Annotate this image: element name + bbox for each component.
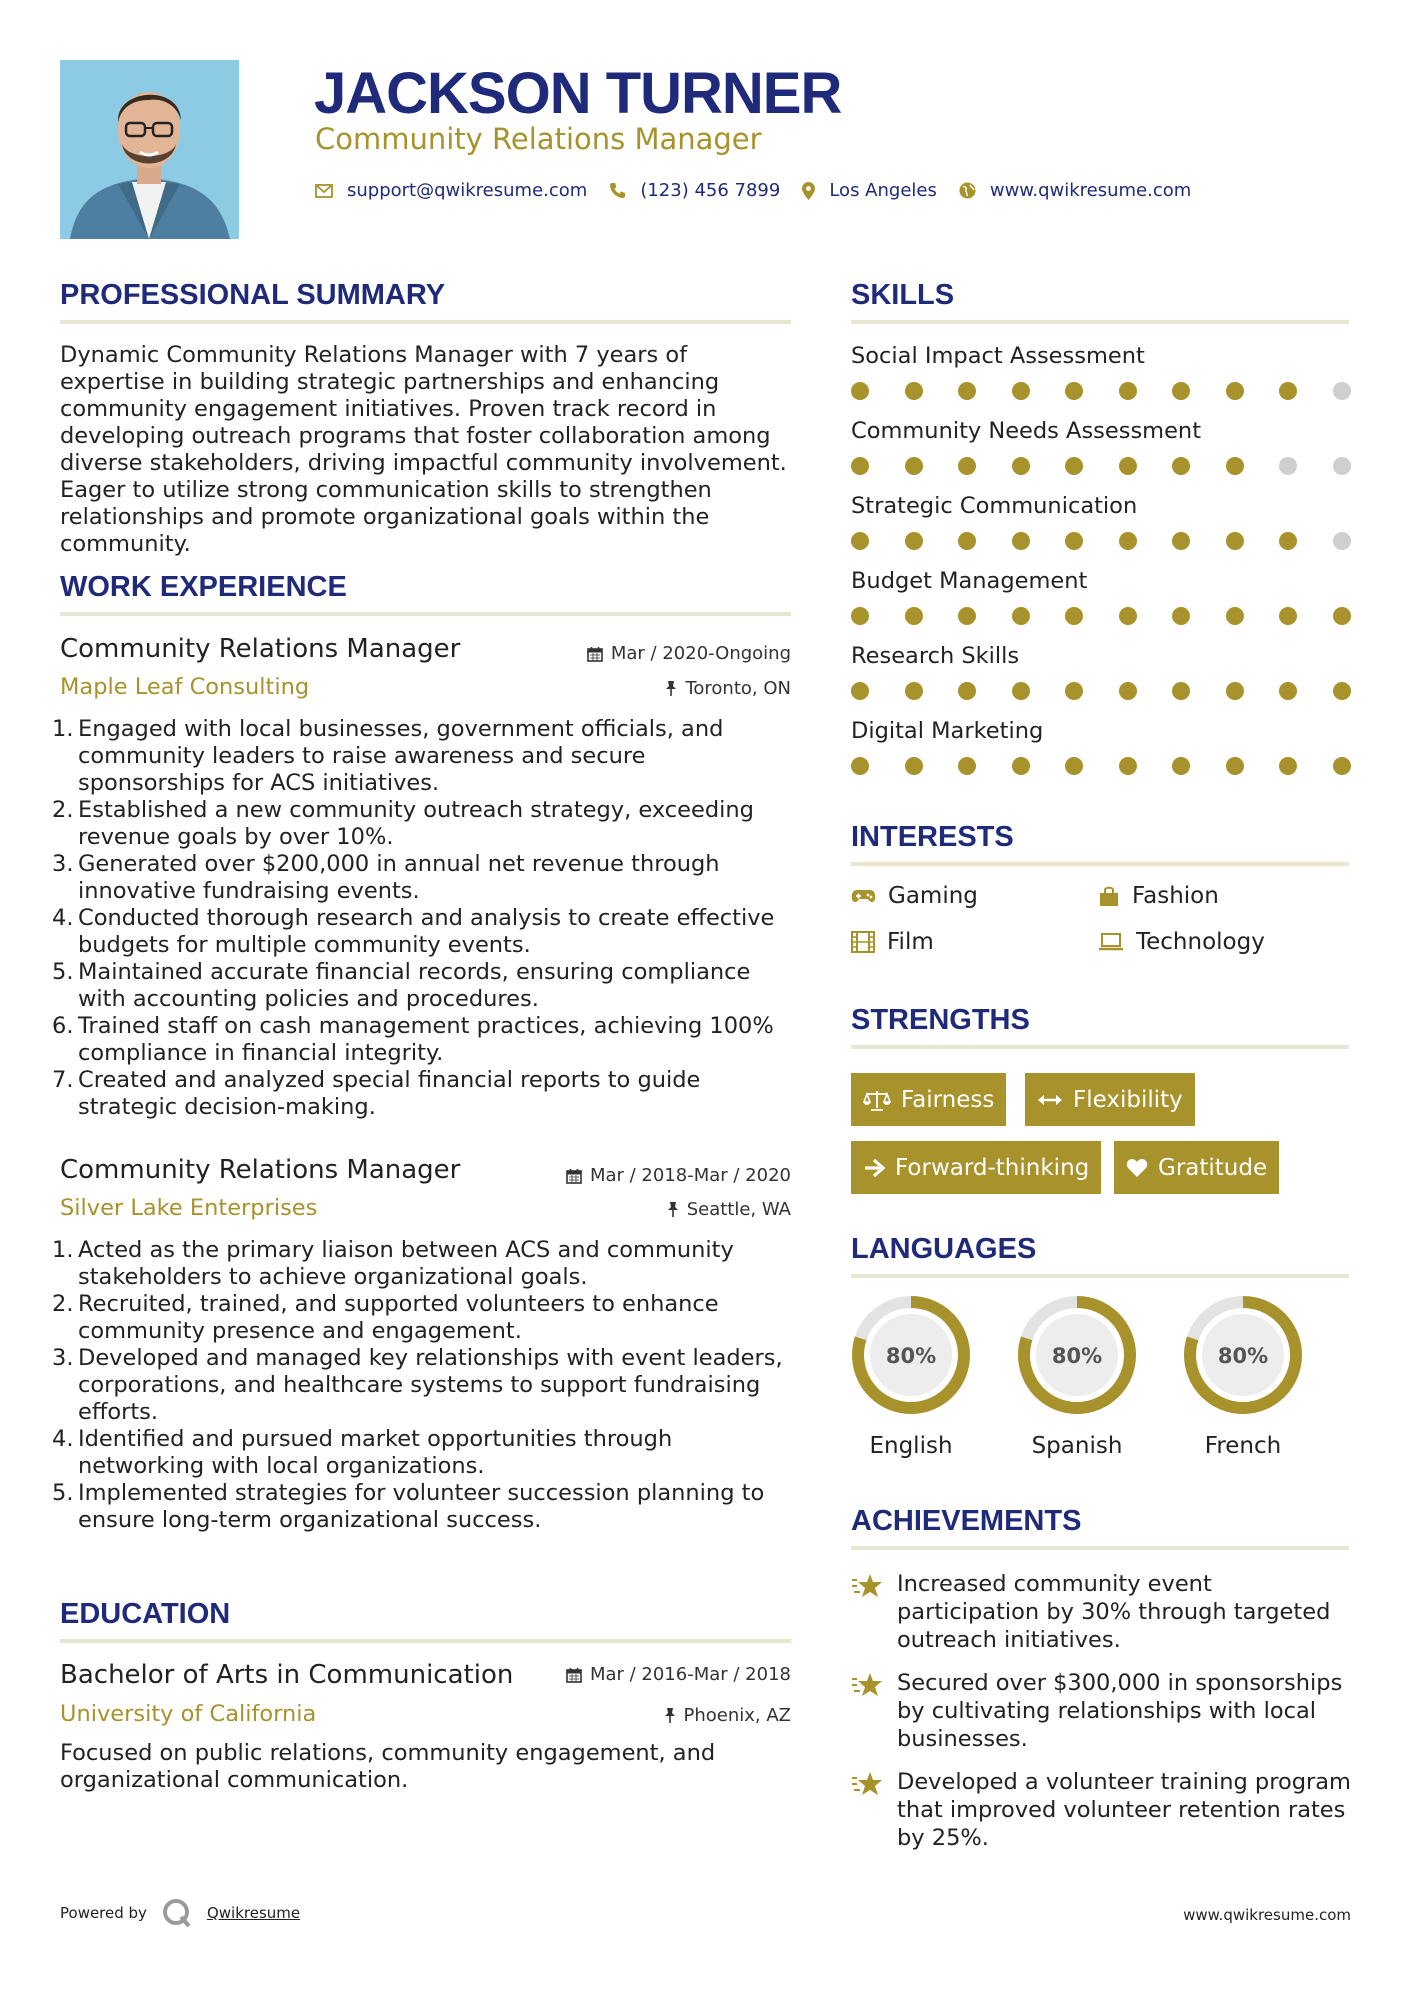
skill-rating [851, 607, 1351, 627]
qwikresume-logo-icon [161, 1897, 193, 1929]
rating-dot-filled [1226, 382, 1244, 400]
footer-url[interactable]: www.qwikresume.com [1183, 1906, 1351, 1924]
rating-dot-empty [1333, 382, 1351, 400]
shooting-star-icon [851, 1770, 883, 1798]
interest-gaming [851, 883, 978, 909]
languages-heading: LANGUAGES [851, 1233, 1037, 1265]
job-2-dates-text: Mar / 2018-Mar / 2020 [589, 1165, 791, 1186]
rating-dot-filled [1226, 607, 1244, 625]
summary-divider [60, 320, 791, 324]
list-item: 7. Created and analyzed special financial reports to guide strategic decision-making. [52, 1067, 701, 1120]
rating-dot-filled [1012, 532, 1030, 550]
candidate-title: Community Relations Manager [315, 122, 762, 156]
phone-icon [609, 182, 626, 199]
website-text: www.qwikresume.com [989, 180, 1192, 201]
contact-location [802, 180, 937, 201]
rating-dot-filled [1172, 457, 1190, 475]
rating-dot-empty [1333, 532, 1351, 550]
interest-fashion [1098, 883, 1219, 909]
rating-dot-filled [1012, 682, 1030, 700]
interest-film [851, 929, 934, 955]
language-item [1181, 1293, 1305, 1459]
rating-dot-filled [1065, 607, 1083, 625]
education-school: University of California [60, 1701, 317, 1727]
map-pin-icon [802, 182, 815, 200]
list-item: 1. Engaged with local businesses, government officials, and community leaders to raise awareness and secure sponsorships for ACS initiatives. [52, 716, 724, 796]
interest-technology [1098, 929, 1265, 955]
experience-divider [60, 612, 791, 616]
contact-bar [315, 180, 1213, 201]
strengths-divider [851, 1045, 1349, 1049]
interests-divider [851, 862, 1349, 866]
list-item: 5. Maintained accurate financial records, ensuring compliance with accounting policies and procedures. [52, 959, 751, 1012]
rating-dot-filled [1119, 757, 1137, 775]
film-icon [851, 931, 875, 953]
achievement-item [851, 1570, 1361, 1654]
interest-label: Technology [1136, 929, 1265, 955]
strength-label: Forward-thinking [895, 1154, 1090, 1181]
list-item: 2. Established a new community outreach strategy, exceeding revenue goals by over 10%. [52, 797, 754, 850]
strength-label: Flexibility [1073, 1086, 1183, 1113]
interest-label: Gaming [888, 883, 978, 909]
strength-tag [851, 1141, 1101, 1194]
globe-icon [959, 182, 976, 199]
list-item: 6. Trained staff on cash management practices, achieving 100% compliance in financial integrity. [52, 1013, 774, 1066]
summary-text: Dynamic Community Relations Manager with 7 years of expertise in building strategic partnerships and enhancing community engagement initiatives. Proven track record in developing outreach programs that foster collaboration among diverse stakeholders, driving impactful community involvement. Eager to utilize strong communication skills to strengthen relationships and promote organizational goals within the community. [60, 342, 787, 557]
job-1-dates-text: Mar / 2020-Ongoing [610, 643, 791, 664]
education-degree: Bachelor of Arts in Communication [60, 1660, 514, 1690]
skill-name: Social Impact Assessment [851, 343, 1145, 369]
language-progress-ring [1015, 1293, 1139, 1417]
calendar-icon [566, 1667, 582, 1683]
achievement-item [851, 1669, 1361, 1753]
phone-text: (123) 456 7899 [640, 180, 781, 201]
rating-dot-filled [1333, 682, 1351, 700]
language-item [849, 1293, 973, 1459]
calendar-icon [587, 646, 603, 662]
rating-dot-filled [1172, 757, 1190, 775]
job-1-company: Maple Leaf Consulting [60, 674, 310, 700]
job-1-dates [587, 643, 791, 664]
email-text: support@qwikresume.com [347, 180, 588, 201]
rating-dot-filled [958, 532, 976, 550]
rating-dot-filled [1279, 532, 1297, 550]
strength-label: Fairness [901, 1086, 995, 1113]
job-2-dates [566, 1165, 791, 1186]
skill-name: Digital Marketing [851, 718, 1044, 744]
achievements-heading: ACHIEVEMENTS [851, 1505, 1082, 1537]
list-item: 1. Acted as the primary liaison between ACS and community stakeholders to achieve organizational goals. [52, 1237, 734, 1290]
balance-scale-icon [863, 1089, 891, 1111]
candidate-name: JACKSON TURNER [314, 61, 842, 126]
rating-dot-filled [958, 682, 976, 700]
rating-dot-filled [1172, 682, 1190, 700]
achievement-text: Increased community event participation by 30% through targeted outreach initiatives. [897, 1571, 1331, 1653]
rating-dot-filled [1012, 757, 1030, 775]
pushpin-icon [665, 680, 677, 697]
skill-rating [851, 532, 1351, 552]
location-text: Los Angeles [829, 180, 937, 201]
strength-tag [1114, 1141, 1279, 1194]
rating-dot-filled [1065, 682, 1083, 700]
rating-dot-filled [958, 757, 976, 775]
language-name: French [1204, 1433, 1282, 1459]
achievement-text: Secured over $300,000 in sponsorships by cultivating relationships with local businesses. [897, 1670, 1343, 1752]
footer-powered-by [60, 1897, 300, 1929]
rating-dot-filled [1226, 757, 1244, 775]
job-2-location-text: Seattle, WA [686, 1199, 791, 1220]
pushpin-icon [667, 1201, 679, 1218]
skill-rating [851, 757, 1351, 777]
qwikresume-link[interactable]: Qwikresume [206, 1904, 301, 1922]
person-photo-icon [60, 60, 239, 239]
language-item [1015, 1293, 1139, 1459]
shooting-star-icon [851, 1671, 883, 1699]
rating-dot-filled [851, 757, 869, 775]
strength-tag [1025, 1073, 1195, 1126]
rating-dot-filled [905, 382, 923, 400]
skill-name: Budget Management [851, 568, 1088, 594]
rating-dot-filled [1012, 607, 1030, 625]
summary-heading: PROFESSIONAL SUMMARY [60, 279, 446, 311]
rating-dot-filled [958, 607, 976, 625]
rating-dot-filled [1012, 457, 1030, 475]
contact-phone[interactable] [609, 180, 780, 201]
rating-dot-empty [1279, 457, 1297, 475]
rating-dot-filled [1333, 757, 1351, 775]
education-dates [566, 1664, 791, 1685]
rating-dot-filled [1226, 532, 1244, 550]
rating-dot-filled [851, 682, 869, 700]
skill-rating [851, 457, 1351, 477]
skill-rating [851, 382, 1351, 402]
laptop-icon [1098, 932, 1124, 952]
rating-dot-filled [851, 532, 869, 550]
list-item: 3. Developed and managed key relationships with event leaders, corporations, and healthcare systems to support fundraising efforts. [52, 1345, 783, 1425]
rating-dot-empty [1333, 457, 1351, 475]
job-1-duties [52, 716, 792, 1121]
rating-dot-filled [1119, 382, 1137, 400]
rating-dot-filled [958, 382, 976, 400]
shooting-star-icon [851, 1572, 883, 1600]
arrows-horizontal-icon [1037, 1093, 1063, 1107]
profile-photo [60, 60, 239, 239]
calendar-icon [566, 1168, 582, 1184]
rating-dot-filled [1226, 457, 1244, 475]
language-name: Spanish [1031, 1433, 1123, 1459]
language-percent: 80% [1217, 1344, 1269, 1368]
languages-divider [851, 1274, 1349, 1278]
interest-label: Film [887, 929, 934, 955]
shopping-bag-icon [1098, 885, 1120, 907]
skills-heading: SKILLS [851, 279, 955, 311]
job-1-role: Community Relations Manager [60, 634, 461, 664]
achievement-text: Developed a volunteer training program that improved volunteer retention rates by 25%. [897, 1769, 1351, 1851]
rating-dot-filled [1119, 457, 1137, 475]
strengths-heading: STRENGTHS [851, 1004, 1030, 1036]
job-1-location [665, 678, 791, 699]
rating-dot-filled [851, 457, 869, 475]
skills-divider [851, 320, 1349, 324]
envelope-icon [315, 184, 333, 198]
rating-dot-filled [1012, 382, 1030, 400]
list-item: 4. Identified and pursued market opportunities through networking with local organizations. [52, 1426, 673, 1479]
rating-dot-filled [1279, 607, 1297, 625]
rating-dot-filled [1333, 607, 1351, 625]
language-percent: 80% [885, 1344, 937, 1368]
rating-dot-filled [1172, 382, 1190, 400]
job-1-location-text: Toronto, ON [685, 678, 791, 699]
strength-tag [851, 1073, 1006, 1126]
education-heading: EDUCATION [60, 1598, 231, 1630]
list-item: 2. Recruited, trained, and supported volunteers to enhance community presence and engagement. [52, 1291, 719, 1344]
rating-dot-filled [1065, 757, 1083, 775]
rating-dot-filled [958, 457, 976, 475]
achievement-item [851, 1768, 1361, 1852]
rating-dot-filled [905, 607, 923, 625]
strength-label: Gratitude [1158, 1154, 1268, 1181]
contact-email[interactable] [315, 180, 587, 201]
language-progress-ring [1181, 1293, 1305, 1417]
language-name: English [869, 1433, 953, 1459]
rating-dot-filled [1065, 382, 1083, 400]
interests-heading: INTERESTS [851, 821, 1014, 853]
arrow-right-icon [863, 1158, 885, 1178]
rating-dot-filled [905, 457, 923, 475]
rating-dot-filled [851, 382, 869, 400]
rating-dot-filled [1279, 682, 1297, 700]
heart-icon [1126, 1158, 1148, 1178]
rating-dot-filled [1119, 682, 1137, 700]
education-divider [60, 1639, 791, 1643]
contact-website[interactable] [959, 180, 1191, 201]
education-location [664, 1705, 792, 1726]
powered-by-text: Powered by [60, 1904, 147, 1922]
list-item: 4. Conducted thorough research and analysis to create effective budgets for multiple community events. [52, 905, 775, 958]
education-description: Focused on public relations, community engagement, and organizational communication. [60, 1740, 716, 1793]
rating-dot-filled [1119, 607, 1137, 625]
rating-dot-filled [1119, 532, 1137, 550]
skill-name: Research Skills [851, 643, 1020, 669]
skill-rating [851, 682, 1351, 702]
rating-dot-filled [1279, 382, 1297, 400]
list-item: 5. Implemented strategies for volunteer succession planning to ensure long-term organizational success. [52, 1480, 765, 1533]
rating-dot-filled [1065, 457, 1083, 475]
list-item: 3. Generated over $200,000 in annual net revenue through innovative fundraising events. [52, 851, 720, 904]
rating-dot-filled [1279, 757, 1297, 775]
job-2-duties [52, 1237, 792, 1534]
experience-heading: WORK EXPERIENCE [60, 571, 347, 603]
rating-dot-filled [1065, 532, 1083, 550]
gamepad-icon [851, 888, 876, 904]
job-2-company: Silver Lake Enterprises [60, 1195, 318, 1221]
rating-dot-filled [905, 682, 923, 700]
pushpin-icon [664, 1707, 676, 1724]
rating-dot-filled [1226, 682, 1244, 700]
rating-dot-filled [1172, 607, 1190, 625]
job-2-role: Community Relations Manager [60, 1155, 461, 1185]
achievements-divider [851, 1546, 1349, 1550]
rating-dot-filled [905, 532, 923, 550]
skill-name: Strategic Communication [851, 493, 1138, 519]
education-dates-text: Mar / 2016-Mar / 2018 [589, 1664, 791, 1685]
language-progress-ring [849, 1293, 973, 1417]
job-2-location [667, 1199, 791, 1220]
rating-dot-filled [1172, 532, 1190, 550]
interest-label: Fashion [1132, 883, 1219, 909]
language-percent: 80% [1051, 1344, 1103, 1368]
rating-dot-filled [905, 757, 923, 775]
skill-name: Community Needs Assessment [851, 418, 1202, 444]
rating-dot-filled [851, 607, 869, 625]
education-location-text: Phoenix, AZ [683, 1705, 791, 1726]
